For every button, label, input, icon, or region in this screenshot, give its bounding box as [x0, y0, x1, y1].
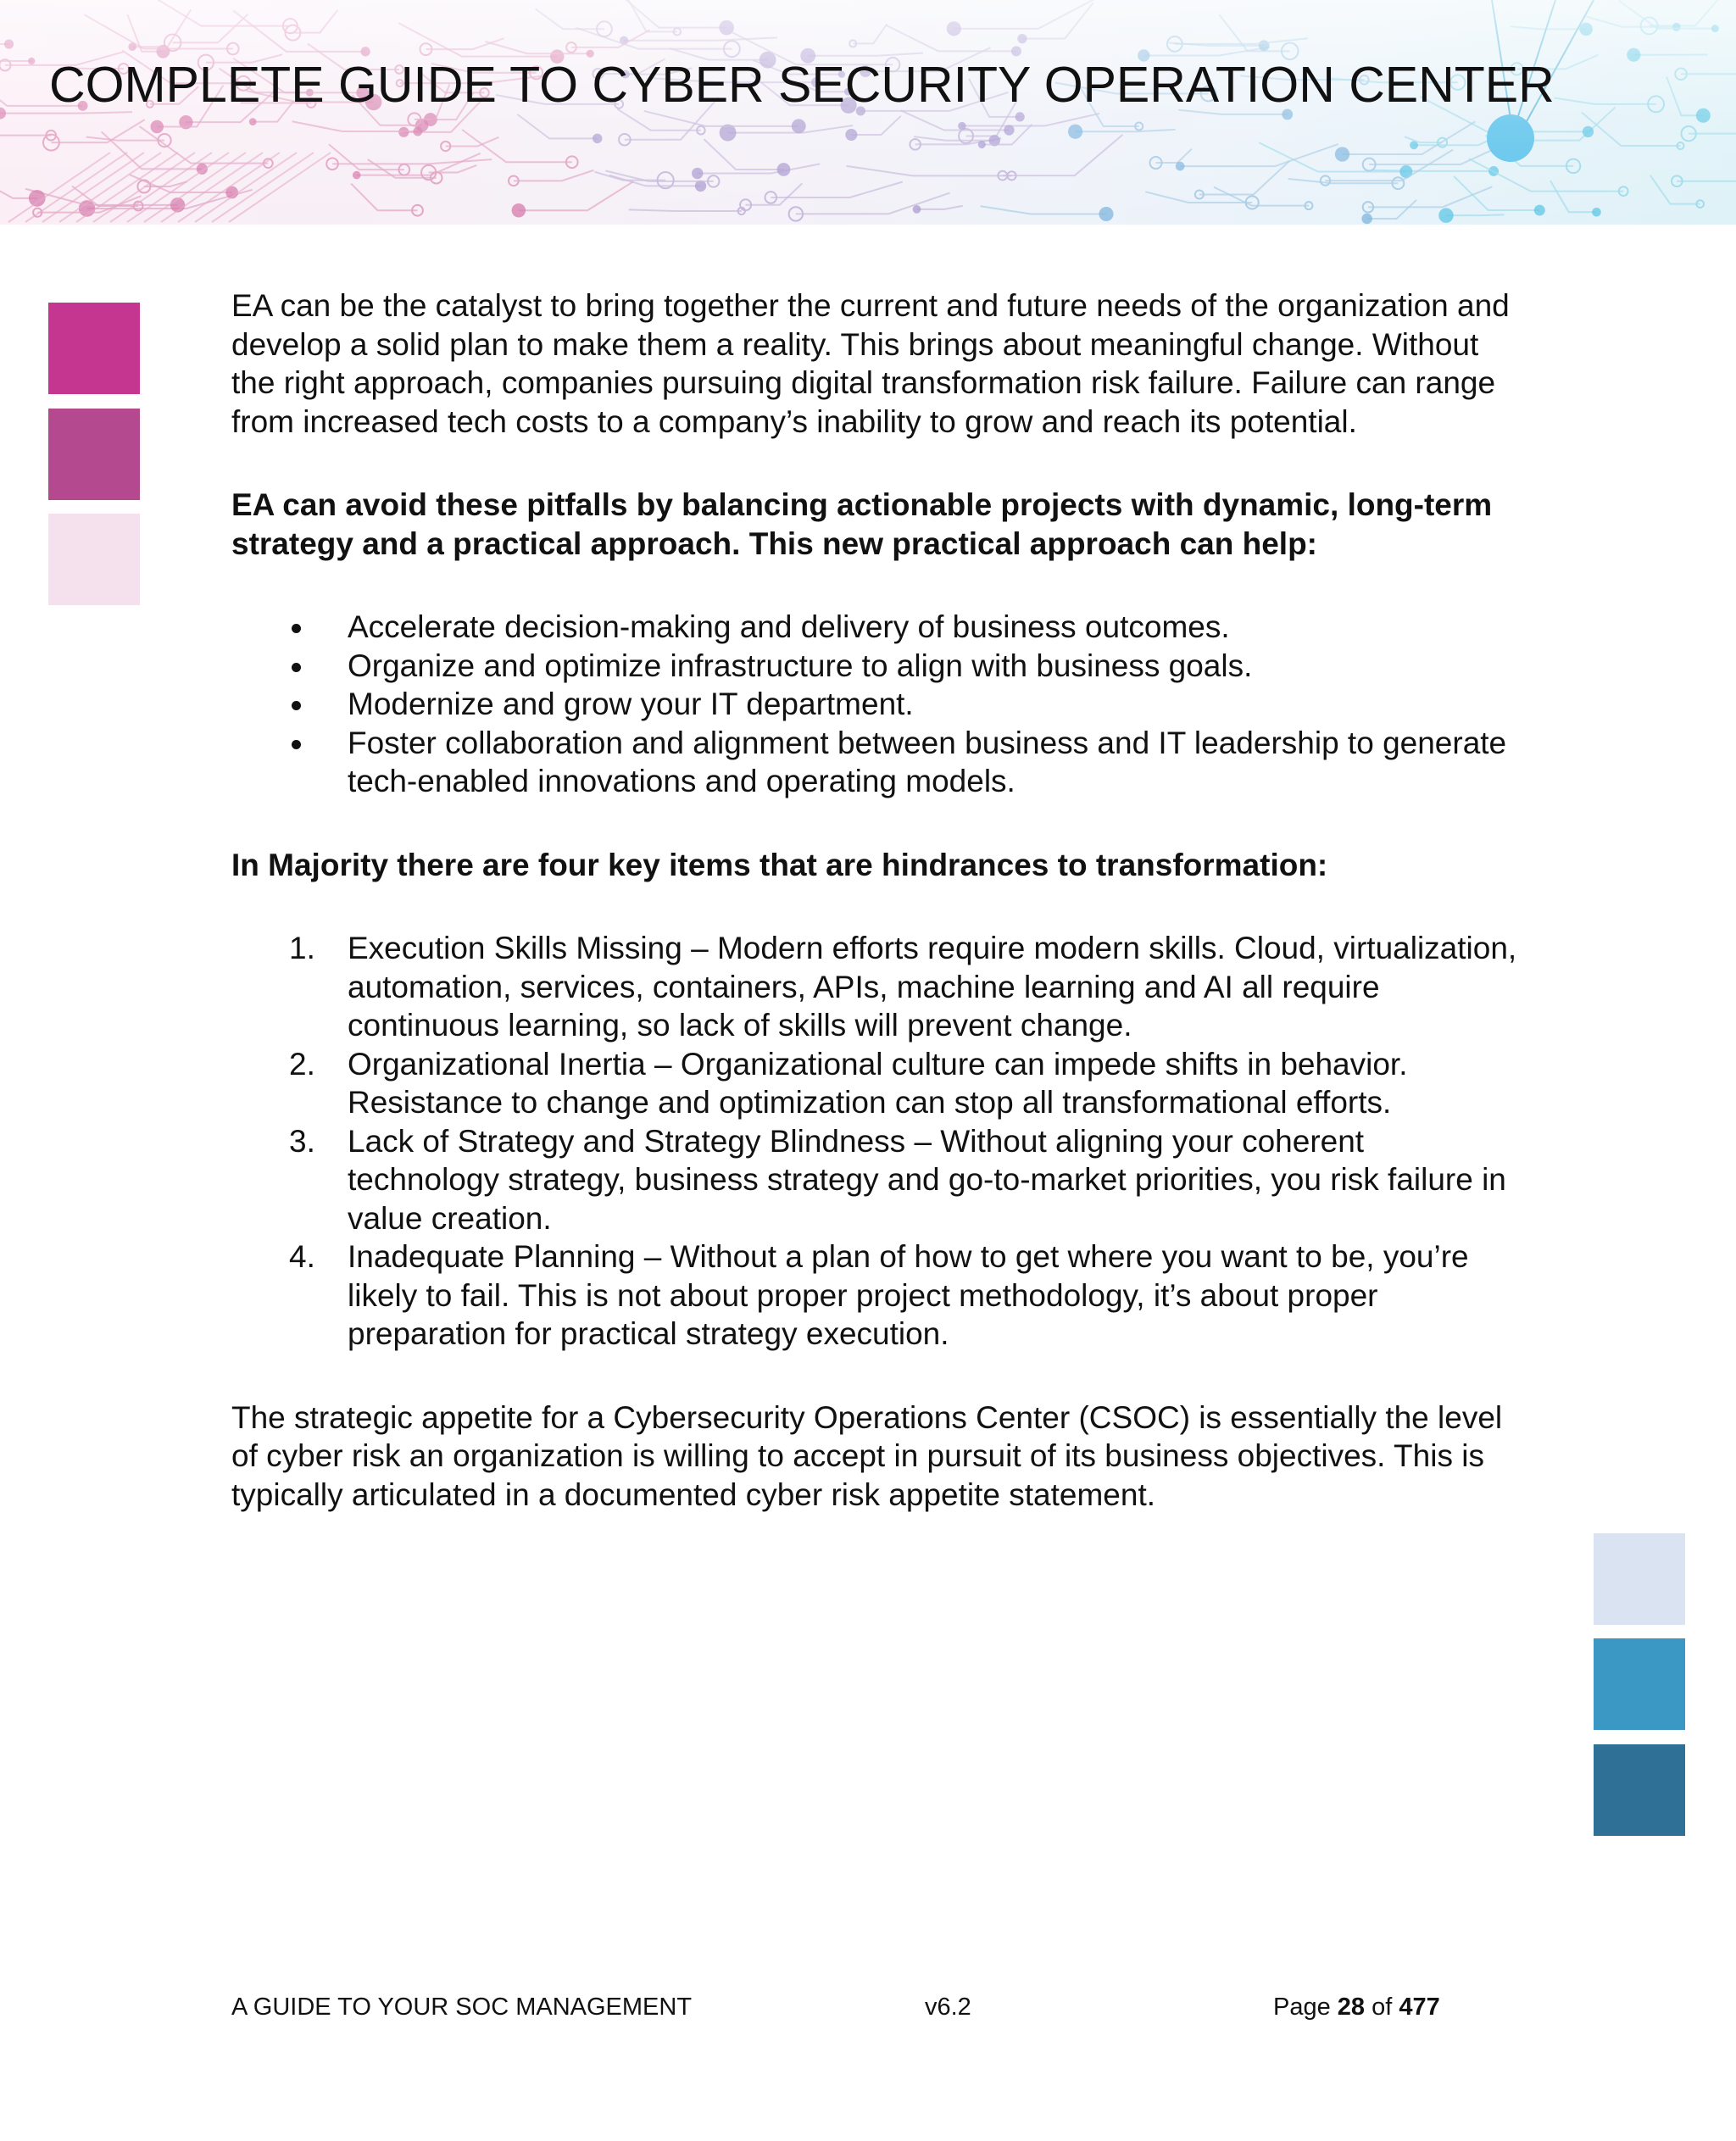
decor-square-right-2: [1594, 1638, 1685, 1730]
footer-guide-title: A GUIDE TO YOUR SOC MANAGEMENT: [231, 1994, 693, 2021]
bullet-text: Accelerate decision-making and delivery of business outcomes.: [348, 609, 1230, 644]
numbered-item: [231, 1122, 1520, 1238]
bullet-dot-icon: [292, 701, 301, 710]
intro-paragraph: EA can be the catalyst to bring together the current and future needs of the organization and develop a solid plan to make them a reality. This brings about meaningful change. Without the right approach, companies pursuing digital transformation risk failure. Failure can range from increased tech costs to a company’s inability to grow and reach its potential.: [231, 288, 1510, 439]
item-number: 4.: [289, 1239, 315, 1274]
decor-square-left-1: [48, 303, 140, 394]
page-current: 28: [1337, 1994, 1366, 2021]
footer-page-number: [1273, 1994, 1440, 2021]
page-prefix: Page: [1273, 1994, 1338, 2021]
bullet-item: [231, 647, 1520, 686]
numbered-item: [231, 1045, 1520, 1122]
decor-square-left-2: [48, 409, 140, 500]
page-total: 477: [1399, 1994, 1440, 2021]
bullet-dot-icon: [292, 624, 301, 633]
decor-square-right-3: [1594, 1744, 1685, 1836]
bullet-item: [231, 685, 1520, 724]
item-text: Lack of Strategy and Strategy Blindness – Without aligning your coherent technology strategy, business strategy and go-to-market priorities, you risk failure in value creation.: [348, 1123, 1506, 1236]
item-text: Organizational Inertia – Organizational culture can impede shifts in behavior. Resistance to change and optimization can stop all transformational efforts.: [348, 1046, 1408, 1120]
item-text: Inadequate Planning – Without a plan of how to get where you want to be, you’re likely to fail. This is not about proper project methodology, it’s about proper preparation for practical strategy execution.: [348, 1239, 1469, 1351]
bold-lead-paragraph: EA can avoid these pitfalls by balancing actionable projects with dynamic, long-term strategy and a practical approach. This new practical approach can help:: [231, 487, 1493, 561]
document-title: COMPLETE GUIDE TO CYBER SECURITY OPERATION CENTER: [49, 57, 1555, 113]
page-content: [231, 286, 1520, 1514]
item-number: 1.: [289, 931, 315, 965]
bullet-text: Foster collaboration and alignment between business and IT leadership to generate tech-enabled innovations and operating models.: [348, 725, 1507, 798]
footer-version: v6.2: [925, 1994, 971, 2021]
hindrances-numbered-list: [231, 929, 1520, 1354]
decor-square-left-3: [48, 514, 140, 605]
bullet-item: [231, 608, 1520, 647]
bullet-dot-icon: [292, 663, 301, 672]
bullet-text: Modernize and grow your IT department.: [348, 687, 914, 721]
item-text: Execution Skills Missing – Modern efforts require modern skills. Cloud, virtualization, automation, services, containers, APIs, machine learning and AI all require continuous learning, so lack of skills will prevent change.: [348, 931, 1517, 1043]
bullet-item: [231, 724, 1520, 801]
hindrances-heading: In Majority there are four key items that are hindrances to transformation:: [231, 847, 1328, 882]
header-banner: [0, 0, 1736, 225]
closing-paragraph: The strategic appetite for a Cybersecurity Operations Center (CSOC) is essentially the level of cyber risk an organization is willing to accept in pursuit of its business objectives. This is typically articulated in a documented cyber risk appetite statement.: [231, 1399, 1503, 1512]
decor-square-right-1: [1594, 1533, 1685, 1625]
page-of: of: [1365, 1994, 1399, 2021]
numbered-item: [231, 1237, 1520, 1354]
numbered-item: [231, 929, 1520, 1045]
item-number: 3.: [289, 1123, 315, 1159]
bullet-dot-icon: [292, 740, 301, 749]
item-number: 2.: [289, 1046, 315, 1082]
bullet-text: Organize and optimize infrastructure to align with business goals.: [348, 648, 1253, 683]
benefits-bullet-list: [231, 608, 1520, 801]
